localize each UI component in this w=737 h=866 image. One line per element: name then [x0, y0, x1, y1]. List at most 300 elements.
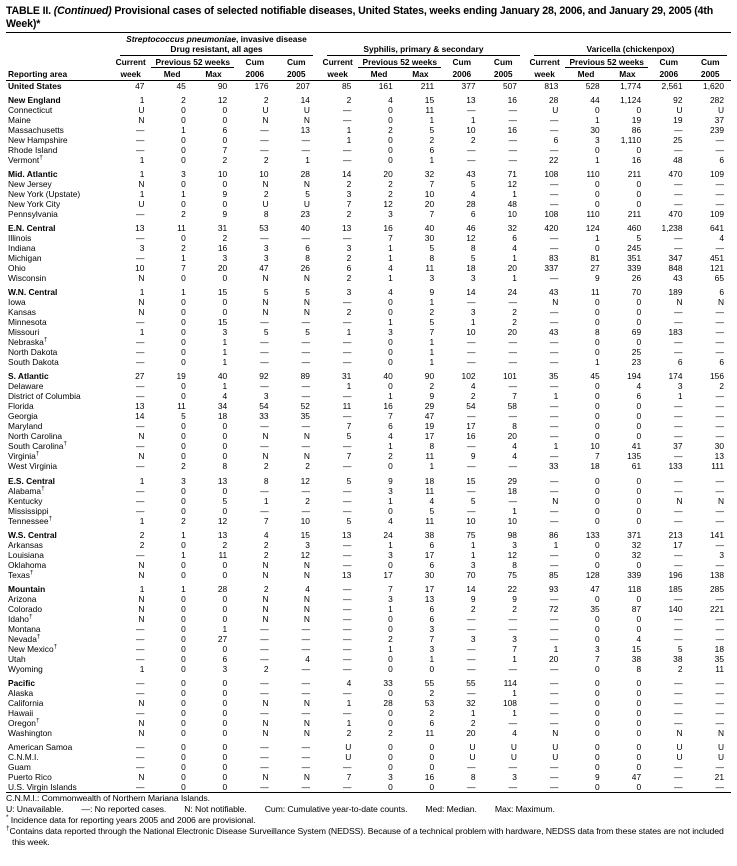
- value-cell: 0: [595, 391, 600, 402]
- value-cell: —: [301, 233, 310, 244]
- reporting-area-label: South Dakota: [8, 357, 59, 368]
- value-cell: 16: [424, 772, 435, 783]
- value-cell: 8: [636, 664, 642, 674]
- value-cell: 90: [217, 80, 228, 91]
- reporting-area-label: District of Columbia: [8, 391, 81, 402]
- value-cell: 0: [595, 421, 600, 432]
- value-cell: 13: [217, 475, 228, 486]
- value-cell: 6: [305, 243, 310, 254]
- value-cell: 47: [631, 772, 642, 783]
- value-cell: 27: [590, 263, 600, 274]
- value-cell: N: [676, 297, 683, 308]
- value-cell: 0: [388, 664, 393, 674]
- value-cell: —: [674, 688, 683, 699]
- value-cell: 14: [300, 94, 310, 105]
- value-cell: 1: [139, 94, 145, 105]
- value-cell: —: [260, 654, 269, 664]
- value-cell: 11: [177, 401, 186, 412]
- value-cell: 87: [631, 604, 642, 614]
- value-cell: 10: [466, 327, 476, 338]
- table-row: [6, 80, 731, 91]
- value-cell: 0: [595, 475, 600, 486]
- value-cell: 0: [181, 559, 186, 570]
- value-cell: 1: [512, 654, 517, 664]
- value-cell: 2: [346, 728, 352, 739]
- value-cell: 4: [388, 287, 393, 298]
- value-cell: N: [262, 772, 269, 783]
- group1-species-italic: Streptococcus pneumoniae: [126, 34, 236, 44]
- group-syphilis: [317, 34, 524, 56]
- value-cell: 0: [388, 104, 393, 115]
- value-cell: 2: [388, 728, 393, 739]
- value-cell: 6: [429, 559, 435, 570]
- table-row: [6, 664, 731, 674]
- reporting-area-label: Tennessee†: [8, 515, 53, 526]
- reporting-area-label: North Dakota: [8, 347, 58, 358]
- spacer-cell: [6, 56, 110, 67]
- value-cell: —: [508, 297, 517, 308]
- value-cell: —: [508, 347, 517, 358]
- value-cell: 0: [388, 624, 393, 634]
- value-cell: 17: [466, 421, 476, 432]
- value-cell: 12: [383, 198, 393, 209]
- value-cell: 2: [139, 529, 145, 540]
- value-cell: —: [301, 624, 310, 634]
- value-cell: 0: [222, 441, 228, 452]
- value-cell: 114: [503, 678, 517, 689]
- value-cell: 26: [631, 273, 642, 284]
- value-cell: 0: [636, 144, 642, 155]
- value-cell: 19: [176, 371, 186, 382]
- value-cell: 118: [627, 584, 642, 594]
- value-cell: —: [301, 644, 310, 654]
- value-cell: —: [342, 708, 352, 719]
- value-cell: —: [549, 114, 559, 125]
- reporting-area-label: New York City: [8, 198, 61, 209]
- value-cell: —: [549, 451, 559, 462]
- value-cell: —: [674, 624, 683, 634]
- value-cell: —: [715, 401, 724, 412]
- value-cell: 1: [181, 124, 186, 135]
- value-cell: 0: [388, 297, 393, 308]
- value-cell: 47: [135, 80, 145, 91]
- value-cell: 16: [217, 243, 228, 254]
- value-cell: 12: [300, 475, 310, 486]
- value-cell: —: [136, 317, 145, 328]
- reporting-area-label: New Hampshire: [8, 134, 68, 145]
- value-cell: 0: [181, 782, 186, 793]
- value-cell: 1: [388, 495, 393, 506]
- value-cell: 196: [668, 569, 683, 580]
- value-cell: 10: [466, 515, 476, 526]
- reporting-area-label: Utah: [8, 654, 26, 664]
- value-cell: 8: [470, 772, 476, 783]
- value-cell: 1: [388, 604, 393, 614]
- value-cell: 0: [595, 752, 600, 763]
- value-cell: —: [342, 624, 352, 634]
- table-row: [6, 634, 731, 644]
- value-cell: 337: [544, 263, 559, 274]
- value-cell: —: [467, 297, 476, 308]
- value-cell: 4: [512, 441, 517, 452]
- value-cell: 8: [263, 208, 269, 219]
- notifiable-diseases-table: [6, 34, 731, 792]
- footnote-star: [6, 815, 731, 826]
- value-cell: 0: [222, 431, 228, 442]
- value-cell: N: [303, 604, 310, 614]
- value-cell: —: [136, 752, 145, 763]
- value-cell: 92: [259, 371, 269, 382]
- value-cell: 2: [181, 208, 186, 219]
- value-cell: —: [549, 178, 559, 189]
- value-cell: 3: [139, 243, 145, 254]
- value-cell: 0: [222, 614, 228, 624]
- value-cell: 1: [222, 347, 228, 358]
- value-cell: 83: [549, 253, 559, 264]
- value-cell: 0: [429, 752, 435, 763]
- value-cell: U: [345, 752, 352, 763]
- table-row: [6, 209, 731, 219]
- value-cell: 20: [507, 327, 517, 338]
- col-current-g1: Current: [115, 57, 146, 67]
- value-cell: —: [467, 624, 476, 634]
- value-cell: 0: [636, 678, 642, 689]
- value-cell: 1: [388, 243, 393, 254]
- value-cell: N: [138, 718, 145, 729]
- group-strep-pneumoniae: [110, 34, 317, 56]
- value-cell: N: [552, 728, 559, 739]
- value-cell: 0: [388, 144, 393, 155]
- value-cell: 15: [631, 644, 642, 654]
- value-cell: 0: [595, 431, 600, 442]
- value-cell: 48: [673, 154, 683, 165]
- value-cell: 24: [507, 287, 517, 298]
- value-cell: —: [260, 742, 269, 753]
- value-cell: 20: [383, 168, 393, 179]
- value-cell: —: [715, 188, 724, 199]
- legend-not-notifiable: N: Not notifiable.: [184, 804, 247, 815]
- value-cell: —: [549, 549, 559, 560]
- table-row: [6, 307, 731, 317]
- value-cell: —: [715, 624, 724, 634]
- value-cell: —: [549, 762, 559, 773]
- table-row: [6, 105, 731, 115]
- value-cell: 0: [595, 411, 600, 422]
- value-cell: 15: [300, 529, 310, 540]
- value-cell: 1,124: [620, 94, 642, 105]
- value-cell: 0: [181, 708, 186, 719]
- value-cell: 1: [512, 708, 517, 719]
- value-cell: N: [303, 559, 310, 570]
- reporting-area-label: United States: [8, 80, 62, 91]
- table-row: [6, 337, 731, 347]
- col-week-g1: week: [110, 67, 151, 80]
- value-cell: 9: [470, 451, 476, 462]
- value-cell: 10: [424, 188, 435, 199]
- value-cell: 2: [388, 178, 393, 189]
- value-cell: N: [303, 698, 310, 709]
- value-cell: —: [674, 178, 683, 189]
- value-cell: —: [136, 337, 145, 348]
- value-cell: —: [136, 253, 145, 264]
- value-cell: —: [467, 782, 476, 793]
- value-cell: 1: [470, 114, 476, 125]
- value-cell: 6: [719, 357, 724, 368]
- value-cell: —: [549, 688, 559, 699]
- value-cell: 0: [181, 495, 186, 506]
- value-cell: —: [136, 381, 145, 392]
- value-cell: —: [467, 441, 476, 452]
- value-cell: —: [549, 381, 559, 392]
- star-marker: *: [6, 814, 9, 822]
- value-cell: 0: [595, 594, 600, 604]
- value-cell: 89: [300, 371, 310, 382]
- reporting-area-label: W.S. Central: [8, 529, 57, 540]
- value-cell: 285: [710, 584, 724, 594]
- value-cell: 71: [507, 168, 517, 179]
- value-cell: 1: [470, 539, 476, 550]
- value-cell: 48: [507, 198, 517, 209]
- value-cell: N: [717, 297, 724, 308]
- value-cell: 13: [217, 529, 228, 540]
- value-cell: 0: [222, 178, 228, 189]
- value-cell: 185: [668, 584, 683, 594]
- reporting-area-label: North Carolina: [8, 431, 62, 442]
- value-cell: 3: [263, 253, 269, 264]
- table-row: [6, 367, 731, 381]
- col-max-g2: Max: [400, 67, 441, 80]
- value-cell: 0: [595, 178, 600, 189]
- value-cell: 3: [388, 549, 393, 560]
- value-cell: —: [508, 134, 517, 145]
- value-cell: 19: [673, 114, 683, 125]
- value-cell: —: [467, 664, 476, 674]
- value-cell: —: [260, 347, 269, 358]
- value-cell: 0: [636, 495, 642, 506]
- value-cell: 0: [222, 198, 228, 209]
- table-row: [6, 327, 731, 337]
- value-cell: 2: [263, 549, 269, 560]
- value-cell: —: [260, 678, 269, 689]
- value-cell: —: [674, 782, 683, 793]
- value-cell: 20: [466, 728, 476, 739]
- col-prev52-g1: Previous 52 weeks: [151, 56, 234, 67]
- title-divider: [6, 32, 731, 33]
- value-cell: 6: [429, 614, 435, 624]
- reporting-area-label: Nevada†: [8, 634, 41, 644]
- table-row: [6, 718, 731, 728]
- value-cell: —: [342, 505, 352, 516]
- value-cell: 7: [181, 263, 186, 274]
- reporting-area-label: Maine: [8, 114, 31, 125]
- reporting-area-label: Iowa: [8, 297, 26, 308]
- table-row: [6, 782, 731, 792]
- reporting-area-label: E.S. Central: [8, 475, 56, 486]
- value-cell: 0: [222, 752, 228, 763]
- value-cell: 6: [512, 233, 517, 244]
- value-cell: 3: [512, 772, 517, 783]
- col-2006-g3: 2006: [648, 67, 689, 80]
- value-cell: —: [136, 634, 145, 644]
- value-cell: 0: [181, 505, 186, 516]
- value-cell: —: [549, 401, 559, 412]
- value-cell: 8: [512, 559, 517, 570]
- table-row: [6, 155, 731, 165]
- value-cell: 38: [673, 654, 683, 664]
- value-cell: 371: [627, 529, 642, 540]
- value-cell: N: [262, 559, 269, 570]
- value-cell: 7: [222, 144, 228, 155]
- value-cell: 0: [636, 485, 642, 496]
- value-cell: 2: [181, 461, 186, 472]
- value-cell: —: [674, 401, 683, 412]
- value-cell: N: [552, 495, 559, 506]
- value-cell: 10: [507, 208, 517, 219]
- value-cell: 11: [342, 401, 352, 412]
- value-cell: 40: [300, 223, 310, 234]
- value-cell: 1: [139, 188, 145, 199]
- value-cell: 2: [388, 124, 393, 135]
- value-cell: 5: [346, 515, 352, 526]
- value-cell: 460: [627, 223, 642, 234]
- value-cell: —: [136, 124, 145, 135]
- value-cell: 0: [388, 614, 393, 624]
- value-cell: 14: [466, 584, 476, 594]
- value-cell: 30: [424, 233, 435, 244]
- value-cell: 0: [388, 337, 393, 348]
- reporting-area-label: Alaska: [8, 688, 34, 699]
- value-cell: 11: [425, 451, 435, 462]
- value-cell: N: [303, 614, 310, 624]
- value-cell: —: [508, 104, 517, 115]
- table-row: [6, 233, 731, 243]
- value-cell: 17: [424, 584, 435, 594]
- table-row: [6, 540, 731, 550]
- value-cell: 0: [595, 634, 600, 644]
- value-cell: —: [467, 644, 476, 654]
- value-cell: —: [342, 495, 352, 506]
- value-cell: 0: [429, 664, 435, 674]
- value-cell: —: [342, 347, 352, 358]
- value-cell: 1: [181, 529, 186, 540]
- value-cell: 2: [512, 307, 517, 318]
- value-cell: 86: [549, 529, 559, 540]
- reporting-area-label: Puerto Rico: [8, 772, 52, 783]
- value-cell: —: [715, 698, 724, 709]
- value-cell: —: [301, 752, 310, 763]
- table-row: [6, 738, 731, 752]
- value-cell: 1: [222, 337, 228, 348]
- value-cell: 4: [636, 381, 642, 392]
- value-cell: —: [301, 381, 310, 392]
- value-cell: 213: [668, 529, 683, 540]
- value-cell: 4: [512, 728, 517, 739]
- value-cell: 174: [668, 371, 683, 382]
- value-cell: 0: [636, 401, 642, 412]
- value-cell: 1: [512, 253, 517, 264]
- value-cell: 11: [591, 287, 600, 298]
- value-cell: 1: [388, 317, 393, 328]
- col-2006-g2: 2006: [441, 67, 482, 80]
- legend-max: Max: Maximum.: [494, 804, 555, 815]
- value-cell: 20: [217, 263, 228, 274]
- value-cell: 0: [595, 678, 600, 689]
- value-cell: 3: [346, 188, 352, 199]
- value-cell: 9: [429, 391, 435, 402]
- value-cell: 2: [512, 604, 517, 614]
- value-cell: 11: [425, 515, 435, 526]
- reporting-area-label: Connecticut: [8, 104, 53, 115]
- value-cell: —: [715, 614, 724, 624]
- value-cell: 13: [135, 401, 145, 412]
- value-cell: 2: [346, 178, 352, 189]
- table-row: [6, 461, 731, 471]
- value-cell: 44: [590, 94, 600, 105]
- value-cell: 848: [668, 263, 683, 274]
- value-cell: 23: [300, 208, 310, 219]
- value-cell: —: [674, 337, 683, 348]
- value-cell: 31: [217, 223, 228, 234]
- reporting-area-header: Reporting area: [6, 67, 110, 80]
- value-cell: 0: [222, 604, 228, 614]
- value-cell: 11: [425, 728, 435, 739]
- value-cell: —: [342, 604, 352, 614]
- value-cell: 7: [429, 327, 435, 338]
- value-cell: 2: [263, 584, 269, 594]
- value-cell: —: [260, 421, 269, 432]
- value-cell: 0: [636, 742, 642, 753]
- table-row: [6, 451, 731, 461]
- value-cell: 8: [512, 421, 517, 432]
- value-cell: 11: [425, 263, 435, 274]
- value-cell: 5: [181, 411, 186, 422]
- value-cell: 14: [342, 168, 352, 179]
- value-cell: 7: [429, 634, 435, 644]
- value-cell: 2: [305, 461, 310, 472]
- value-cell: 33: [259, 411, 269, 422]
- value-cell: U: [717, 742, 724, 753]
- value-cell: —: [508, 624, 517, 634]
- value-cell: 58: [507, 401, 517, 412]
- value-cell: —: [715, 198, 724, 209]
- value-cell: 1: [595, 233, 600, 244]
- value-cell: 15: [424, 94, 435, 105]
- value-cell: —: [301, 421, 310, 432]
- value-cell: 18: [507, 485, 517, 496]
- table-row: [6, 516, 731, 526]
- value-cell: 2: [388, 451, 393, 462]
- value-cell: 0: [222, 594, 228, 604]
- col-med-g3: Med: [565, 67, 606, 80]
- value-cell: 55: [424, 678, 435, 689]
- value-cell: 25: [631, 347, 642, 358]
- value-cell: 5: [429, 505, 435, 516]
- table-row: [6, 594, 731, 604]
- value-cell: 28: [549, 94, 559, 105]
- value-cell: 0: [181, 654, 186, 664]
- value-cell: 1: [181, 188, 186, 199]
- value-cell: 7: [595, 654, 600, 664]
- value-cell: 0: [181, 144, 186, 155]
- value-cell: 0: [636, 198, 642, 209]
- value-cell: 6: [470, 208, 476, 219]
- value-cell: —: [342, 654, 352, 664]
- value-cell: 12: [507, 549, 517, 560]
- subheader-row-1: [6, 56, 731, 67]
- value-cell: 13: [300, 124, 310, 135]
- col-2005-g2: 2005: [483, 67, 524, 80]
- value-cell: 6: [677, 357, 683, 368]
